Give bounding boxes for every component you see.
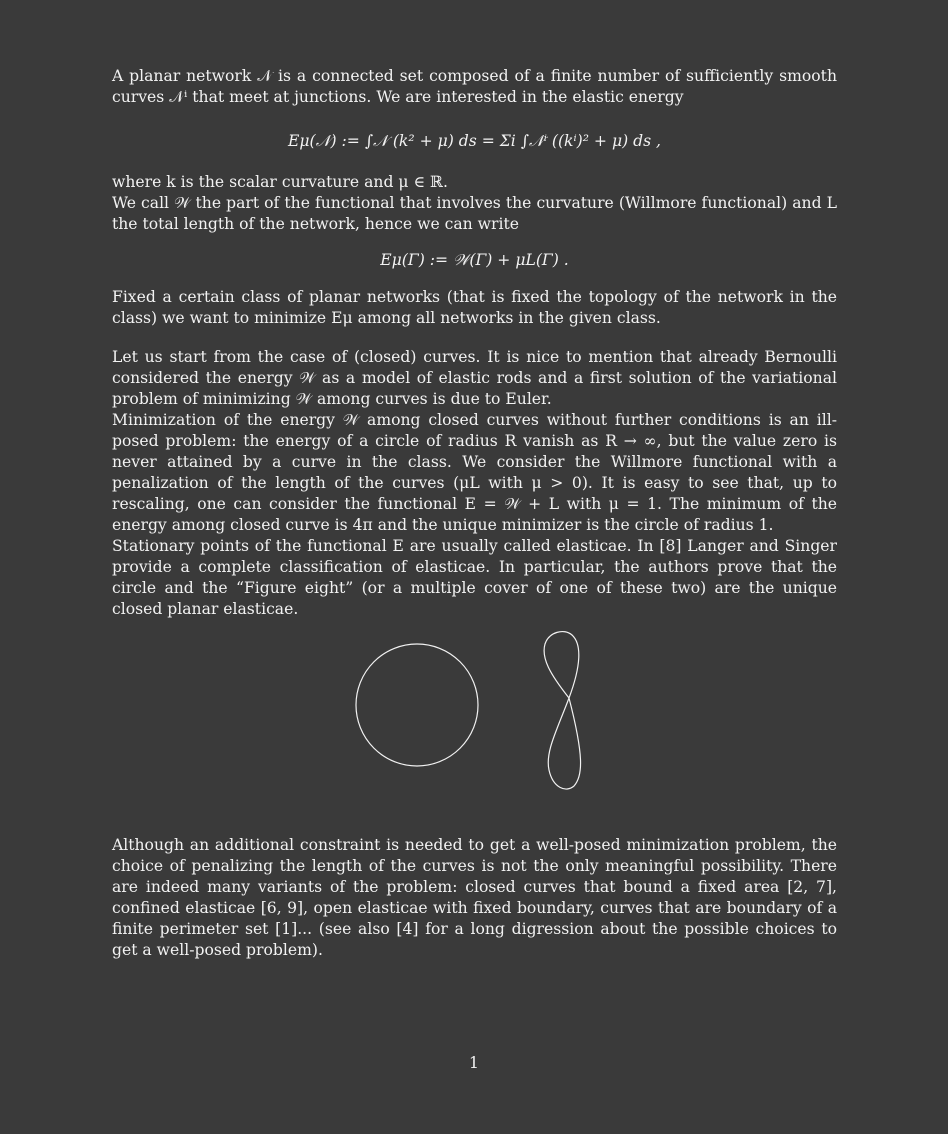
page-number: 1 bbox=[469, 1054, 479, 1072]
figure-closed-elasticae bbox=[112, 630, 837, 835]
elasticae-drawing bbox=[112, 630, 837, 835]
paper-page-content bbox=[112, 66, 837, 961]
paragraph-willmore-functional: We call 𝒲 the part of the functional that involves the curvature (Willmore functional) and L the total length of the network, hence we can write bbox=[112, 194, 837, 233]
figure-eight-elastica bbox=[544, 632, 580, 789]
paragraph-variants: Although an additional constraint is needed to get a well-posed minimization problem, the choice of penalizing the length of the curves is not the only meaningful possibility. There are indeed many variants of the problem: closed curves that bound a fixed area [2, 7], confined elasticae [6, 9], open elasticae with fixed boundary, curves that are boundary of a finite perimeter set [1]... (see also [4] for a long digression about the possible choices to get a well-posed problem). bbox=[112, 836, 837, 959]
equation-energy-decomposition: Eμ(Γ) := 𝒲(Γ) + μL(Γ) . bbox=[380, 251, 569, 269]
equation-elastic-energy: Eμ(𝒩) := ∫𝒩 (k² + μ) ds = Σi ∫𝒩ⁱ ((kⁱ)² + μ) ds , bbox=[287, 132, 662, 150]
paragraph-ill-posed-problem: Minimization of the energy 𝒲 among closed curves without further conditions is an ill-posed problem: the energy of a circle of radius R vanish as R → ∞, but the value zero is never attained by a curve in the class. We consider the Willmore functional with a penalization of the length of the curves (μL with μ > 0). It is easy to see that, up to rescaling, one can consider the functional E = 𝒲 + L with μ = 1. The minimum of the energy among closed curve is 4π and the unique minimizer is the circle of radius 1. bbox=[112, 411, 837, 534]
paragraph-planar-network: A planar network 𝒩 is a connected set composed of a finite number of sufficiently smooth curves 𝒩ⁱ that meet at junctions. We are interested in the elastic energy bbox=[112, 67, 837, 106]
paragraph-elasticae-classification: Stationary points of the functional E are usually called elasticae. In [8] Langer and Singer provide a complete classification of elasticae. In particular, the authors prove that the circle and the “Figure eight” (or a multiple cover of one of these two) are the unique closed planar elasticae. bbox=[112, 537, 837, 618]
paragraph-closed-curves-history: Let us start from the case of (closed) curves. It is nice to mention that already Bernoulli considered the energy 𝒲 as a model of elastic rods and a first solution of the variational problem of minimizing 𝒲 among curves is due to Euler. bbox=[112, 348, 837, 408]
paragraph-curvature-definition: where k is the scalar curvature and μ ∈ ℝ. bbox=[112, 173, 448, 191]
circle-elastica bbox=[356, 644, 478, 766]
paragraph-minimization-goal: Fixed a certain class of planar networks (that is fixed the topology of the network in the class) we want to minimize Eμ among all networks in the given class. bbox=[112, 288, 837, 327]
